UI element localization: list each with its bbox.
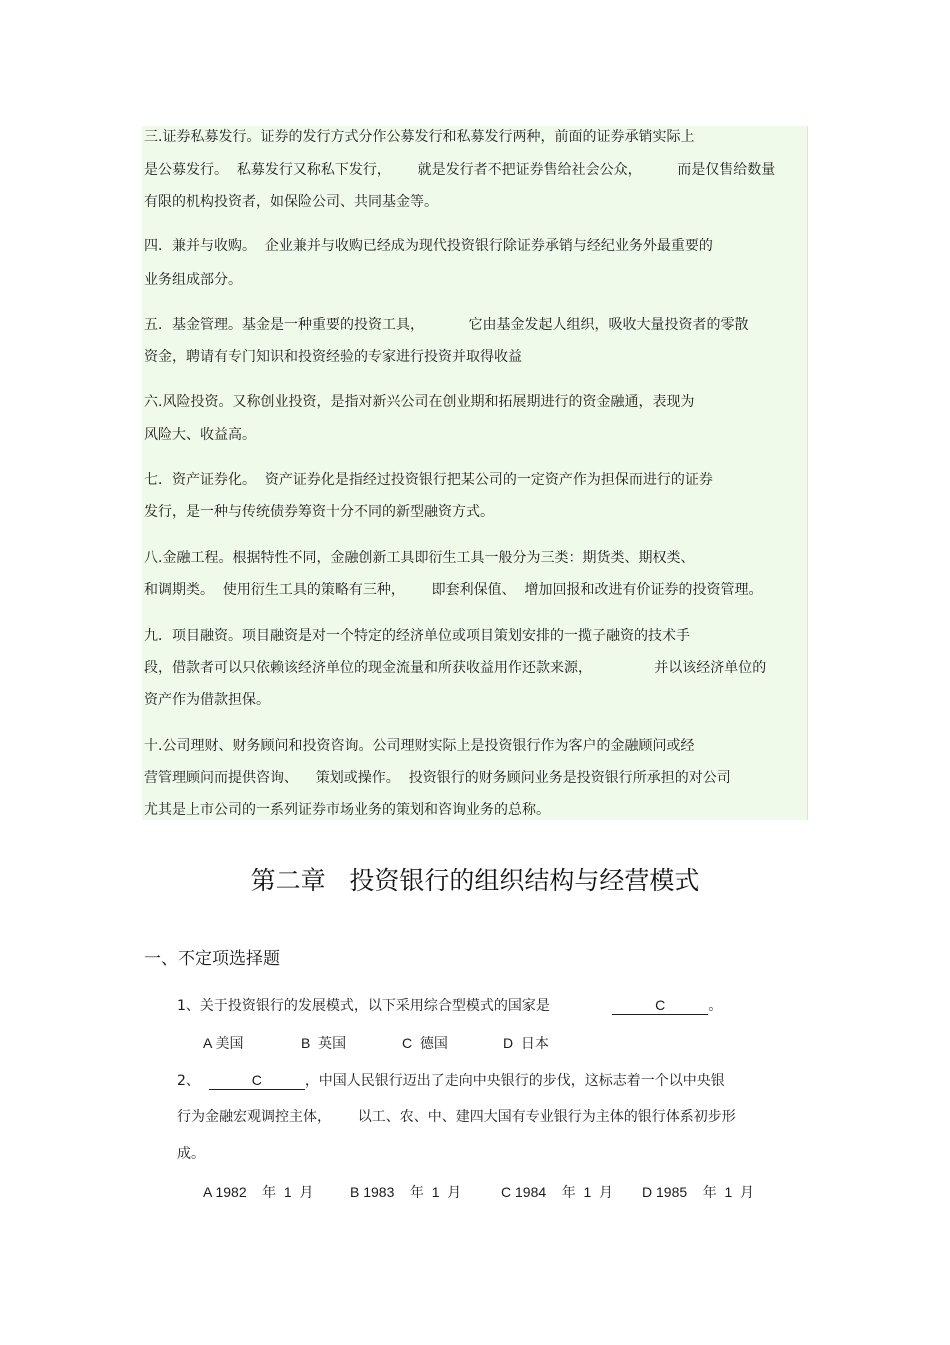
paragraph-7-line-2: 发行，是一种与传统债券筹资十分不同的新型融资方式。 bbox=[144, 504, 494, 520]
paragraph-7-line-1: 七．资产证券化。 资产证券化是指经过投资银行把某公司的一定资产作为担保而进行的证券 bbox=[144, 472, 713, 488]
section-title: 一、不定项选择题 bbox=[144, 949, 280, 969]
paragraph-5-line-1: 五．基金管理。基金是一种重要的投资工具， 它由基金发起人组织，吸收大量投资者的零散 bbox=[144, 317, 749, 333]
question-2-option-a: A 1982 年 1 月 bbox=[203, 1184, 314, 1200]
paragraph-4-line-2: 业务组成部分。 bbox=[144, 272, 242, 288]
question-2 bbox=[177, 1071, 725, 1090]
paragraph-9-line-2: 段，借款者可以只依赖该经济单位的现金流量和所获收益用作还款来源， 并以该经济单位的 bbox=[144, 660, 767, 676]
question-2-option-c: C 1984 年 1 月 bbox=[501, 1184, 614, 1200]
question-1-option-d: D 日本 bbox=[503, 1035, 549, 1051]
paragraph-3-line-1: 三.证券私募发行。证券的发行方式分作公募发行和私募发行两种，前面的证券承销实际上 bbox=[144, 129, 695, 145]
question-2-continuation-1: 行为金融宏观调控主体， 以工、农、中、建四大国有专业银行为主体的银行体系初步形 bbox=[177, 1109, 736, 1125]
paragraph-8-line-1: 八.金融工程。根据特性不同，金融创新工具即衍生工具一般分为三类：期货类、期权类、 bbox=[144, 550, 695, 566]
paragraph-4-line-1: 四．兼并与收购。 企业兼并与收购已经成为现代投资银行除证券承销与经纪业务外最重要的 bbox=[144, 238, 713, 254]
question-1-option-c: C 德国 bbox=[402, 1035, 448, 1051]
question-2-text: ，中国人民银行迈出了走向中央银行的步伐，这标志着一个以中央银 bbox=[304, 1073, 725, 1089]
question-2-continuation-2: 成。 bbox=[177, 1146, 205, 1162]
paragraph-10-line-1: 十.公司理财、财务顾问和投资咨询。公司理财实际上是投资银行作为客户的金融顾问或经 bbox=[144, 738, 695, 754]
paragraph-9-line-3: 资产作为借款担保。 bbox=[144, 692, 270, 708]
question-2-option-b: B 1983 年 1 月 bbox=[350, 1184, 462, 1200]
question-2-option-d: D 1985 年 1 月 bbox=[642, 1184, 755, 1200]
question-1-text: 1、关于投资银行的发展模式，以下采用综合型模式的国家是 bbox=[177, 998, 613, 1014]
paragraph-3-line-2: 是公募发行。 私募发行又称私下发行， 就是发行者不把证券售给社会公众， 而是仅售给数量 bbox=[144, 162, 776, 178]
question-2-answer-blank: C bbox=[209, 1071, 305, 1090]
paragraph-3-line-3: 有限的机构投资者，如保险公司、共同基金等。 bbox=[144, 194, 438, 210]
paragraph-10-line-3: 尤其是上市公司的一系列证券市场业务的策划和咨询业务的总称。 bbox=[144, 802, 550, 818]
question-1-option-a: A 美国 bbox=[203, 1035, 244, 1051]
paragraph-6-line-2: 风险大、收益高。 bbox=[144, 427, 256, 443]
paragraph-5-line-2: 资金，聘请有专门知识和投资经验的专家进行投资并取得收益 bbox=[144, 349, 522, 365]
chapter-title: 第二章 投资银行的组织结构与经营模式 bbox=[250, 866, 700, 895]
question-1-answer-blank: C bbox=[612, 996, 708, 1015]
paragraph-9-line-1: 九．项目融资。项目融资是对一个特定的经济单位或项目策划安排的一揽子融资的技术手 bbox=[144, 628, 690, 644]
paragraph-10-line-2: 营管理顾问而提供咨询、 策划或操作。 投资银行的财务顾问业务是投资银行所承担的对公司 bbox=[144, 770, 731, 786]
paragraph-8-line-2: 和调期类。 使用衍生工具的策略有三种， 即套利保值、 增加回报和改进有价证券的投资管理。 bbox=[144, 582, 763, 598]
paragraph-6-line-1: 六.风险投资。又称创业投资，是指对新兴公司在创业期和拓展期进行的资金融通，表现为 bbox=[144, 394, 695, 410]
question-1-suffix: 。 bbox=[708, 998, 723, 1014]
question-1 bbox=[177, 996, 722, 1015]
question-1-option-b: B 英国 bbox=[301, 1035, 347, 1051]
question-2-number: 2、 bbox=[177, 1073, 209, 1089]
